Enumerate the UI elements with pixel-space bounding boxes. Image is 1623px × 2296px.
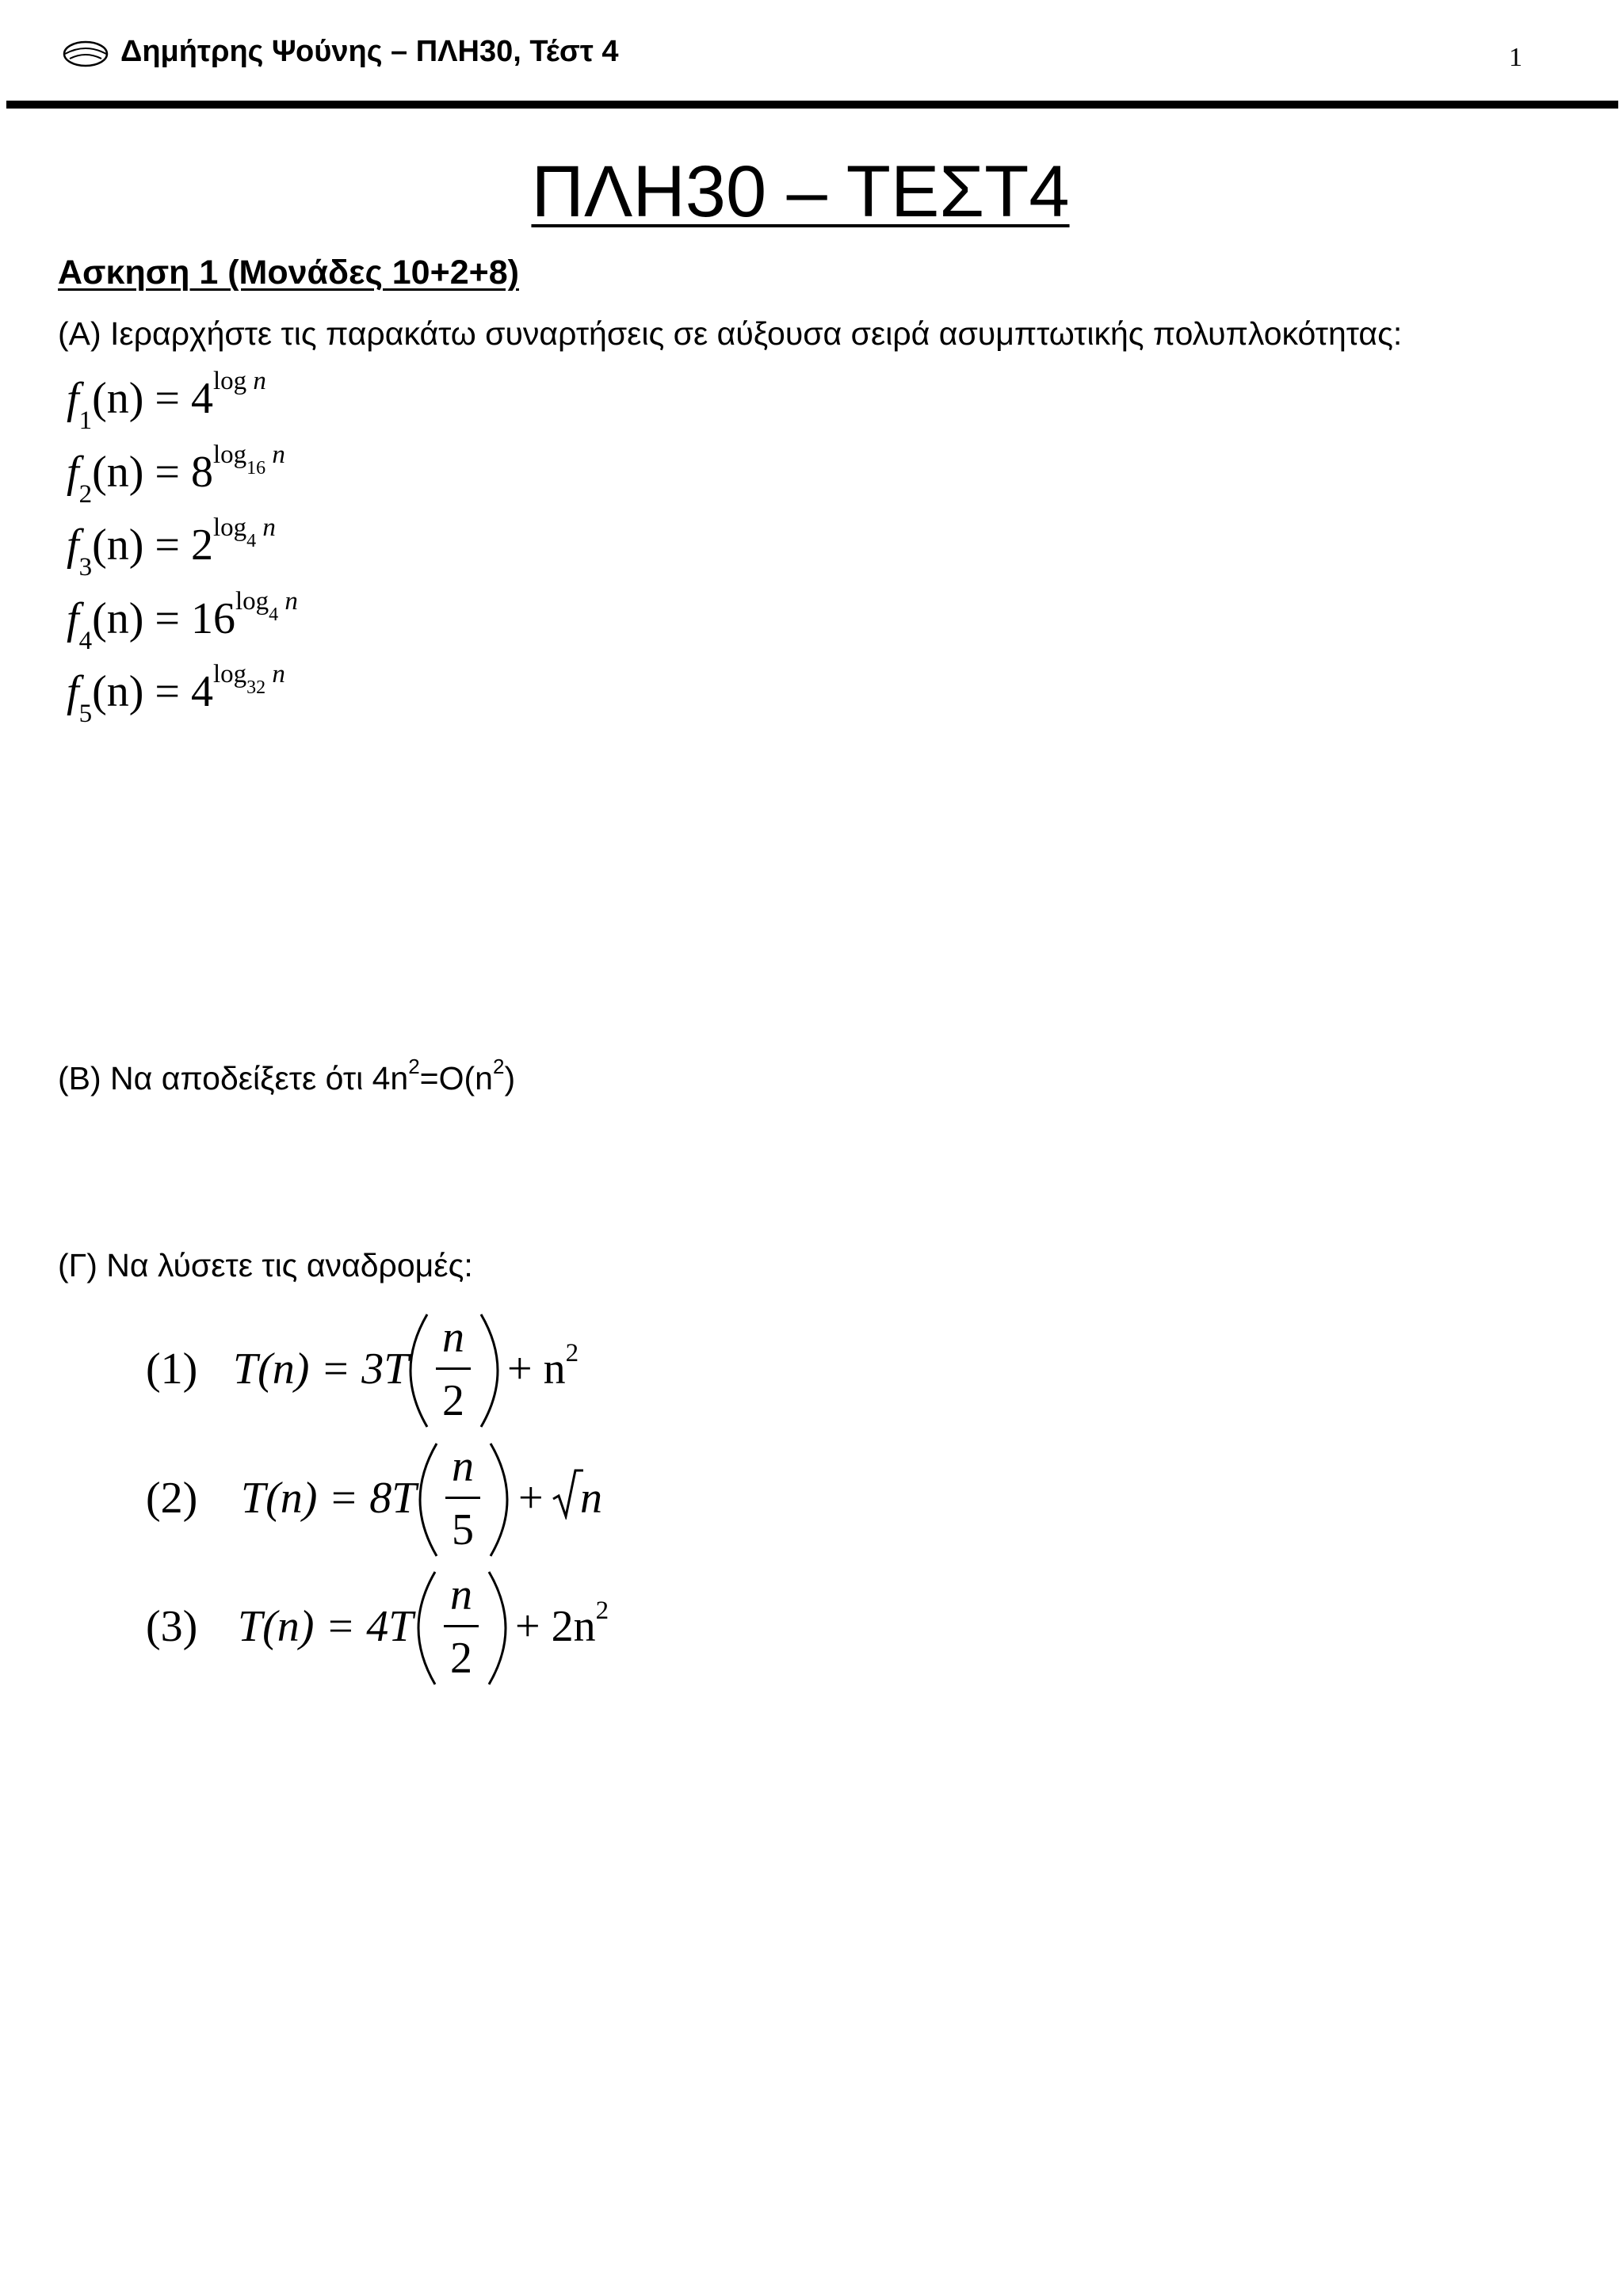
sqrt-icon	[552, 1469, 583, 1520]
document-title	[0, 151, 1601, 234]
right-paren	[487, 1440, 510, 1559]
recurrence-label: (3)	[146, 1602, 198, 1651]
recurrence-lhs: T(n) = 8T	[241, 1474, 417, 1523]
exercise-heading: Ασκηση 1 (Μονάδες 10+2+8)	[58, 254, 519, 292]
document-title-text: ΠΛΗ30 – ΤΕΣΤ4	[531, 151, 1070, 232]
logo-icon	[62, 38, 109, 70]
recurrence-lhs: T(n) = 3T	[233, 1344, 409, 1394]
recurrence-3: (3) T(n) = 4T n 2 + $2n^2$	[146, 1569, 621, 1688]
function-f2: $f_2(n) = 8^{log_{16} n}$	[67, 441, 285, 509]
part-c-instruction: (Γ) Να λύσετε τις αναδρομές:	[58, 1247, 473, 1283]
right-paren	[477, 1311, 501, 1430]
recurrence-2: (2) T(n) = 8T n 5 + n	[146, 1440, 590, 1559]
header-title: Δημήτρης Ψούνης – ΠΛΗ30, Τέστ 4	[120, 35, 619, 68]
function-f3: $f_3(n) = 2^{log_4 n}$	[67, 513, 276, 582]
function-f5: $f_5(n) = 4^{log_{32} n}$	[67, 660, 285, 728]
left-paren	[417, 1440, 441, 1559]
part-a-instruction: (Α) Ιεραρχήστε τις παρακάτω συναρτήσεις σε αύξουσα σειρά ασυμπτωτικής πολυπλοκότητας:	[58, 315, 1403, 352]
function-f1: $f_1(n) = 4^{log n}$	[67, 367, 266, 435]
right-paren	[485, 1569, 509, 1688]
recurrence-label: (1)	[146, 1344, 198, 1394]
function-f4: $f_4(n) = 16^{log_4 n}$	[67, 587, 298, 655]
part-b-instruction: (Β) Να αποδείξετε ότι $4n^2=O(n^2)$	[58, 1055, 516, 1097]
recurrence-1: (1) T(n) = 3T n 2 + $n^2$	[146, 1311, 590, 1430]
header-rule	[6, 101, 1618, 109]
left-paren	[415, 1569, 439, 1688]
recurrence-label: (2)	[146, 1474, 198, 1523]
page-number: 1	[1509, 43, 1522, 72]
recurrence-lhs: T(n) = 4T	[238, 1602, 414, 1651]
left-paren	[407, 1311, 431, 1430]
